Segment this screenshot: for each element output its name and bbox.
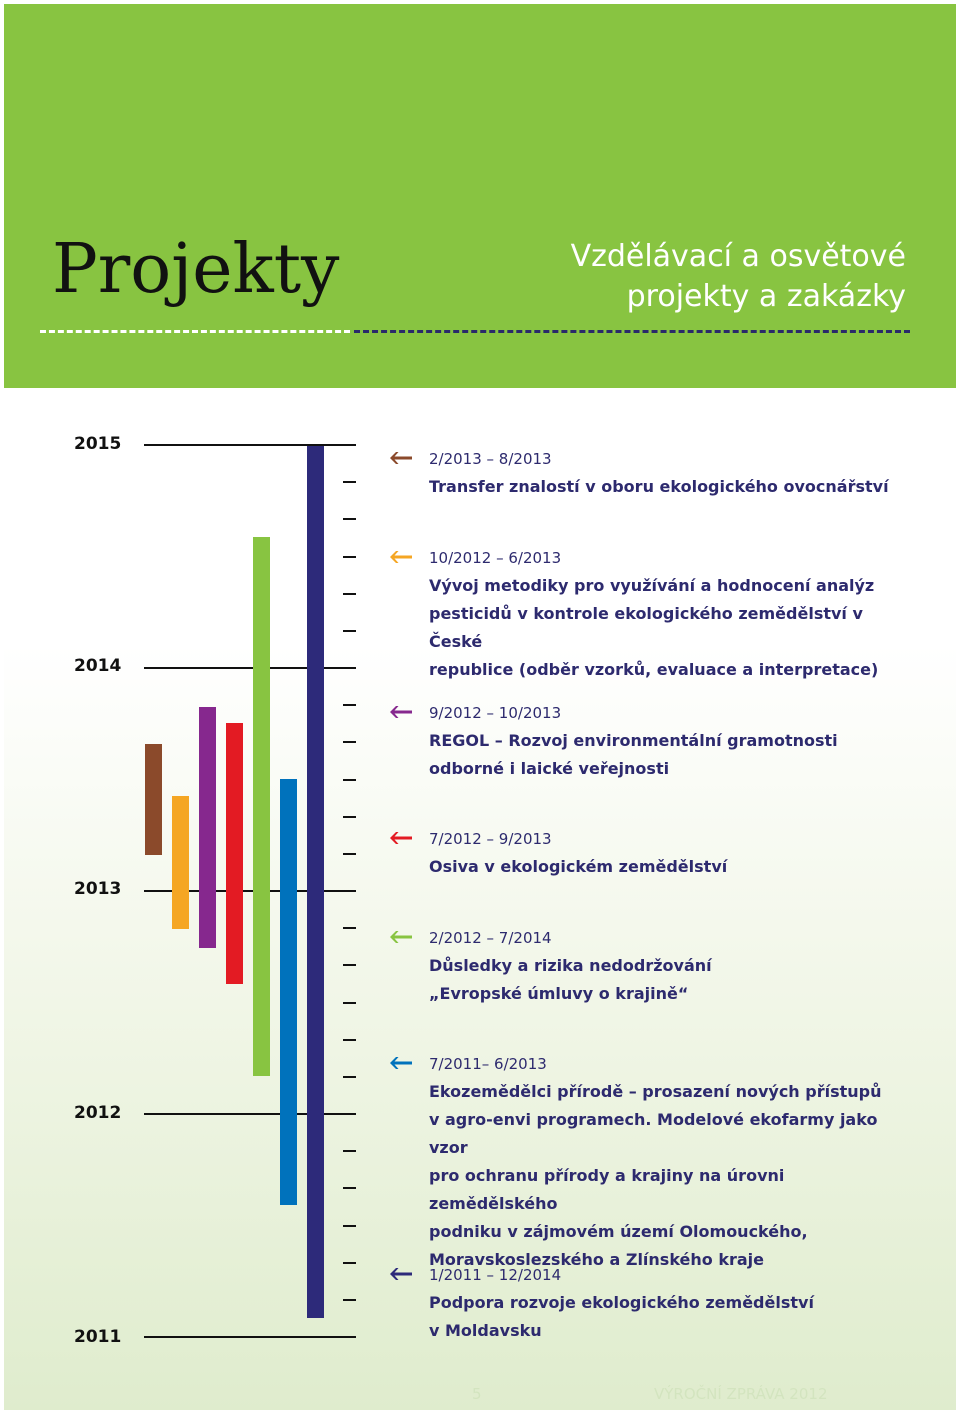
- month-tick: [343, 964, 356, 966]
- project-name-line: Podpora rozvoje ekologického zemědělství: [429, 1293, 814, 1312]
- project-name-line: Důsledky a rizika nedodržování: [429, 956, 712, 975]
- project-entry-transfer: [429, 445, 909, 501]
- arrow-left-icon: [390, 831, 412, 845]
- year-label-2011: 2011: [74, 1327, 122, 1347]
- project-date: 1/2011 – 12/2014: [429, 1266, 562, 1284]
- month-tick: [343, 816, 356, 818]
- arrow-left-icon: [390, 705, 412, 719]
- arrow-left-icon: [390, 930, 412, 944]
- arrow-left-icon: [390, 1056, 412, 1070]
- arrow-left-icon: [390, 550, 412, 564]
- project-bar-transfer: [145, 744, 162, 855]
- month-tick: [343, 1262, 356, 1264]
- project-name-line: „Evropské úmluvy o krajině“: [429, 984, 689, 1003]
- year-label-2013: 2013: [74, 879, 122, 899]
- month-tick: [343, 927, 356, 929]
- month-tick: [343, 630, 356, 632]
- month-tick: [343, 1150, 356, 1152]
- project-name-line: republice (odběr vzorků, evaluace a interpretace): [429, 660, 879, 679]
- year-line-2015: [144, 444, 356, 446]
- month-tick: [343, 1225, 356, 1227]
- project-date: 10/2012 – 6/2013: [429, 549, 562, 567]
- subtitle-line-1: Vzdělávací a osvětové: [570, 239, 906, 274]
- month-tick: [343, 1002, 356, 1004]
- project-date: 2/2013 – 8/2013: [429, 450, 552, 468]
- page-number: 5: [472, 1385, 482, 1403]
- project-name-line: pesticidů v kontrole ekologického zemědělství v České: [429, 604, 863, 651]
- month-tick: [343, 1187, 356, 1189]
- project-entry-pesticidy: [429, 544, 909, 684]
- header-divider-dark: [354, 330, 910, 333]
- project-name-line: odborné i laické veřejnosti: [429, 759, 670, 778]
- subtitle-line-2: projekty a zakázky: [626, 279, 906, 314]
- page-subtitle: [571, 237, 906, 317]
- project-name-line: Moravskoslezského a Zlínského kraje: [429, 1250, 764, 1269]
- month-tick: [343, 704, 356, 706]
- year-label-2015: 2015: [74, 434, 122, 454]
- year-label-2014: 2014: [74, 656, 122, 676]
- month-tick: [343, 518, 356, 520]
- project-bar-osiva: [226, 723, 243, 984]
- project-entry-ekozemedelci: [429, 1050, 909, 1274]
- year-label-2012: 2012: [74, 1103, 122, 1123]
- project-bar-ekozemedelci: [280, 779, 297, 1205]
- month-tick: [343, 1076, 356, 1078]
- project-name-line: Vývoj metodiky pro využívání a hodnocení analýz: [429, 576, 875, 595]
- month-tick: [343, 779, 356, 781]
- project-bar-regol: [199, 707, 216, 948]
- header-divider-light: [40, 330, 350, 333]
- project-name-line: Osiva v ekologickém zemědělství: [429, 857, 728, 876]
- project-date: 2/2012 – 7/2014: [429, 929, 552, 947]
- project-entry-moldavsko: [429, 1261, 909, 1345]
- page: [4, 4, 956, 1410]
- month-tick: [343, 853, 356, 855]
- month-tick: [343, 556, 356, 558]
- project-name-line: v agro-envi programech. Modelové ekofarmy jako vzor: [429, 1110, 878, 1157]
- project-bar-moldavsko: [307, 446, 324, 1318]
- project-date: 7/2012 – 9/2013: [429, 830, 552, 848]
- project-name-line: v Moldavsku: [429, 1321, 542, 1340]
- month-tick: [343, 1299, 356, 1301]
- project-name-line: Transfer znalostí v oboru ekologického ovocnářství: [429, 477, 889, 496]
- month-tick: [343, 481, 356, 483]
- month-tick: [343, 593, 356, 595]
- page-title: Projekty: [52, 230, 340, 309]
- project-name-line: Ekozemědělci přírodě – prosazení nových přístupů: [429, 1082, 882, 1101]
- project-entry-osiva: [429, 825, 909, 881]
- footer-report-title: VÝROČNÍ ZPRÁVA 2012: [654, 1385, 828, 1403]
- month-tick: [343, 1039, 356, 1041]
- project-bar-krajina: [253, 537, 270, 1076]
- project-name-line: podniku v zájmovém území Olomouckého,: [429, 1222, 808, 1241]
- project-entry-krajina: [429, 924, 909, 1008]
- project-entry-regol: [429, 699, 909, 783]
- project-date: 9/2012 – 10/2013: [429, 704, 562, 722]
- arrow-left-icon: [390, 1267, 412, 1281]
- arrow-left-icon: [390, 451, 412, 465]
- project-bar-pesticidy: [172, 796, 189, 929]
- year-line-2011: [144, 1336, 356, 1338]
- project-name-line: pro ochranu přírody a krajiny na úrovni zemědělského: [429, 1166, 785, 1213]
- header-banner: [4, 4, 956, 388]
- year-line-2012: [144, 1113, 356, 1115]
- project-name-line: REGOL – Rozvoj environmentální gramotnosti: [429, 731, 838, 750]
- year-line-2014: [144, 667, 356, 669]
- month-tick: [343, 741, 356, 743]
- project-date: 7/2011– 6/2013: [429, 1055, 547, 1073]
